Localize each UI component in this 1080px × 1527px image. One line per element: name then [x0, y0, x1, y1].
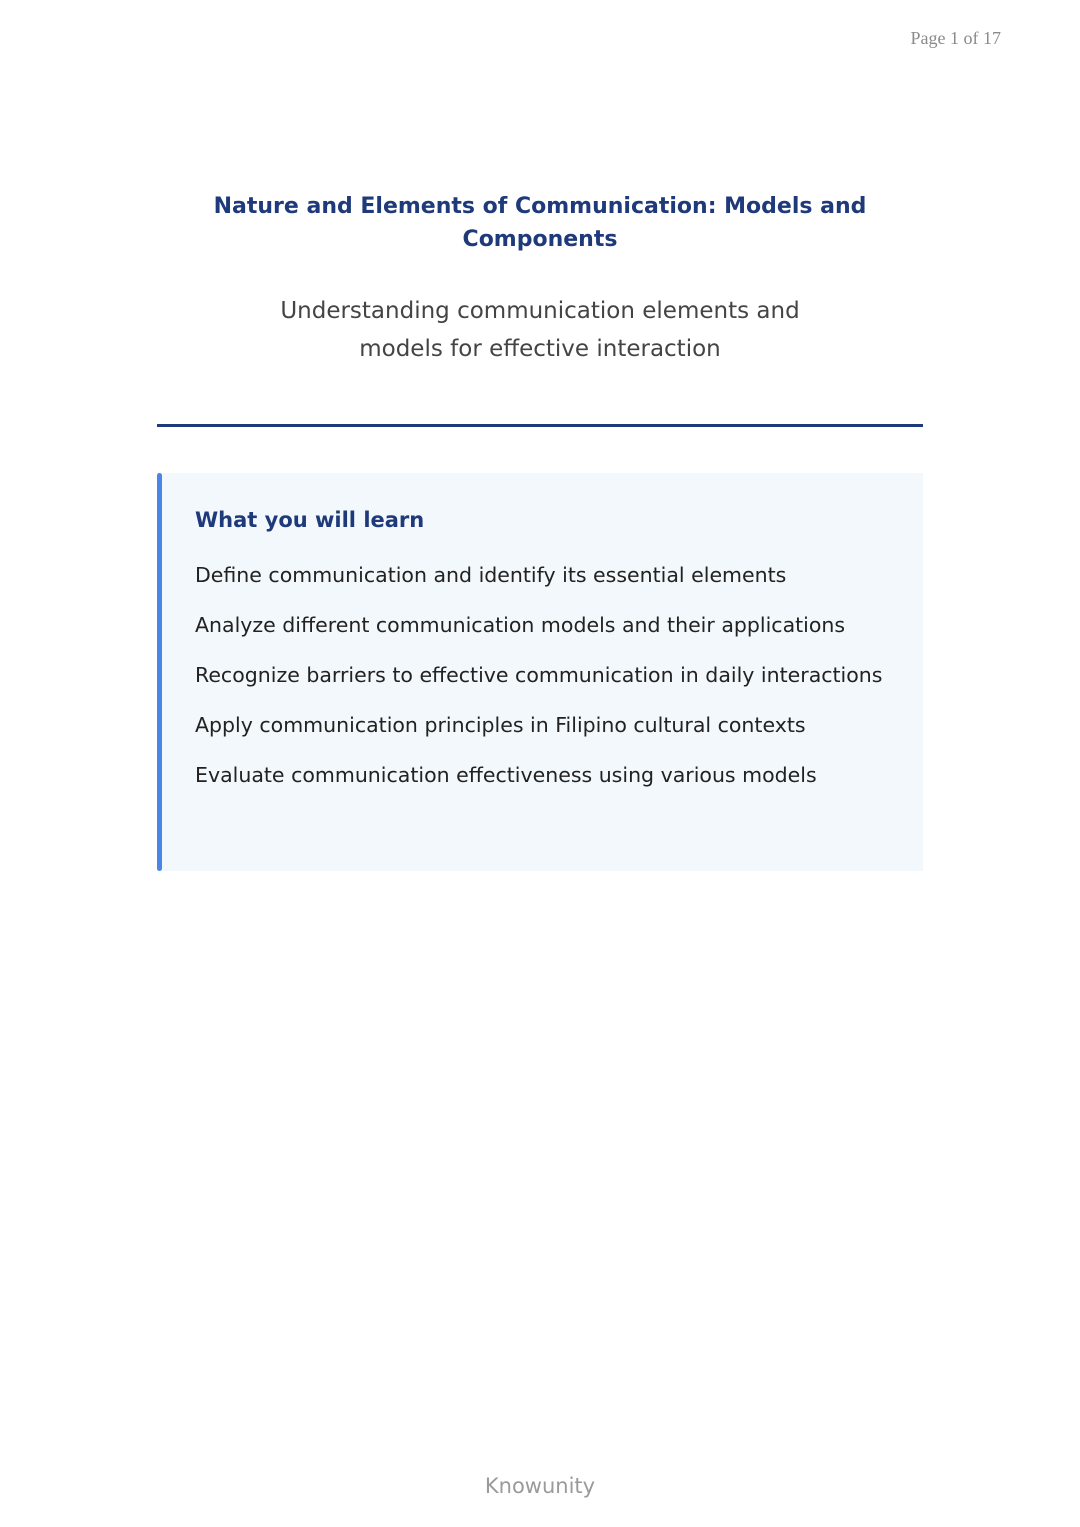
learning-objective-item: Analyze different communication models and their applications	[195, 613, 846, 637]
learning-objectives-list	[195, 559, 905, 809]
learning-objective-item: Define communication and identify its essential elements	[195, 563, 787, 587]
learning-objective-item: Apply communication principles in Filipino cultural contexts	[195, 713, 806, 737]
accent-bar	[157, 473, 162, 871]
learning-objectives-box	[157, 473, 923, 871]
footer-brand: Knowunity	[484, 1474, 596, 1498]
learning-objectives-heading: What you will learn	[195, 508, 425, 532]
document-subtitle: Understanding communication elements and models for effective interaction	[280, 298, 800, 362]
document-title: Nature and Elements of Communication: Models and Components	[213, 194, 867, 252]
section-divider	[157, 424, 923, 427]
page-number: Page 1 of 17	[910, 28, 1001, 48]
learning-objective-item: Evaluate communication effectiveness using various models	[195, 763, 817, 787]
learning-objective-item: Recognize barriers to effective communication in daily interactions	[195, 663, 883, 687]
